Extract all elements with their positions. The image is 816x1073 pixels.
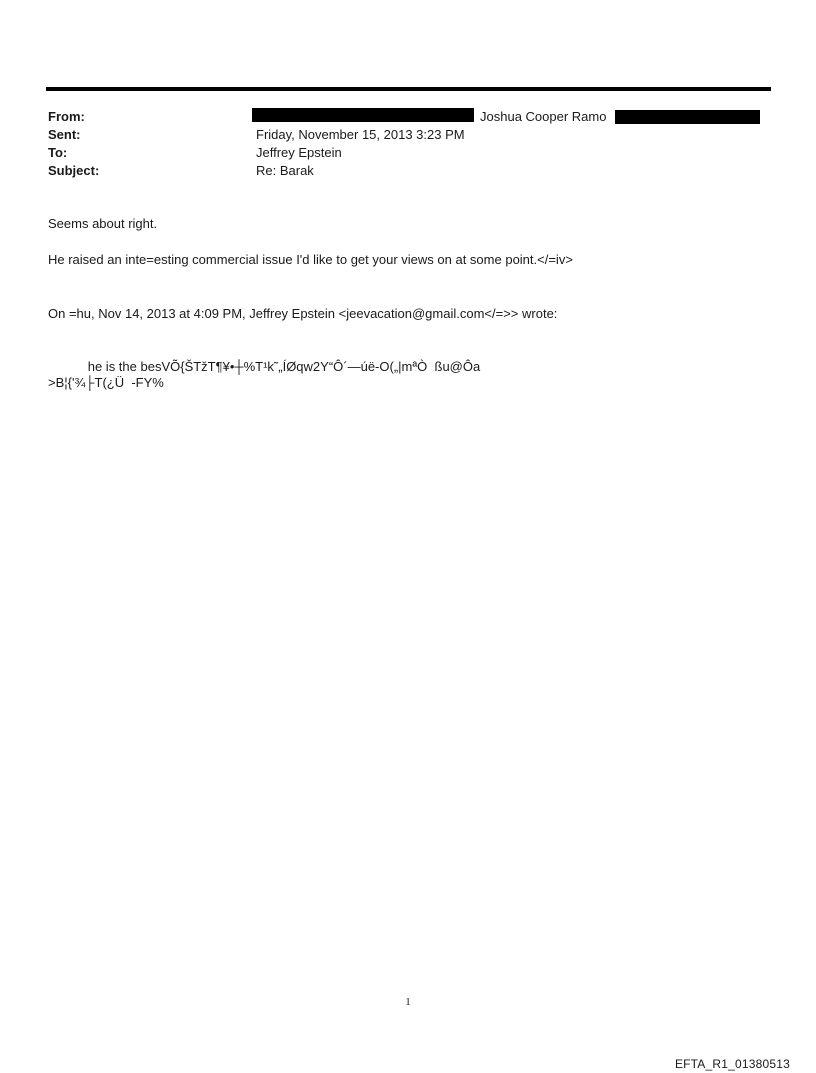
sent-label: Sent: bbox=[48, 127, 81, 142]
from-value: Joshua Cooper Ramo bbox=[480, 109, 607, 124]
redaction-bar bbox=[615, 110, 760, 124]
body-line: He raised an inte=esting commercial issue I'd like to get your views on at some point.</=iv> bbox=[48, 252, 573, 267]
body-line: Seems about right. bbox=[48, 216, 158, 231]
quoted-text: he is the besVÕ{ŠTžT¶¥•┼%T¹k˜„ÍØqw2Y“Ô´—úë-O(„|mªÒ ßu@Ôa >B¦{'¾├T(¿Ü -FY% bbox=[48, 359, 481, 390]
subject-label: Subject: bbox=[48, 163, 100, 178]
sent-value: Friday, November 15, 2013 3:23 PM bbox=[256, 127, 465, 142]
to-value: Jeffrey Epstein bbox=[256, 145, 342, 160]
page-number: 1 bbox=[405, 996, 411, 1008]
quote-attribution: On =hu, Nov 14, 2013 at 4:09 PM, Jeffrey Epstein <jeevacation@gmail.com</=>> wrote: bbox=[48, 306, 558, 321]
redaction-bar bbox=[252, 108, 474, 122]
from-label: From: bbox=[48, 109, 85, 124]
document-id: EFTA_R1_01380513 bbox=[674, 1057, 790, 1071]
header-rule bbox=[46, 87, 771, 91]
to-label: To: bbox=[48, 145, 68, 160]
subject-value: Re: Barak bbox=[256, 163, 314, 178]
